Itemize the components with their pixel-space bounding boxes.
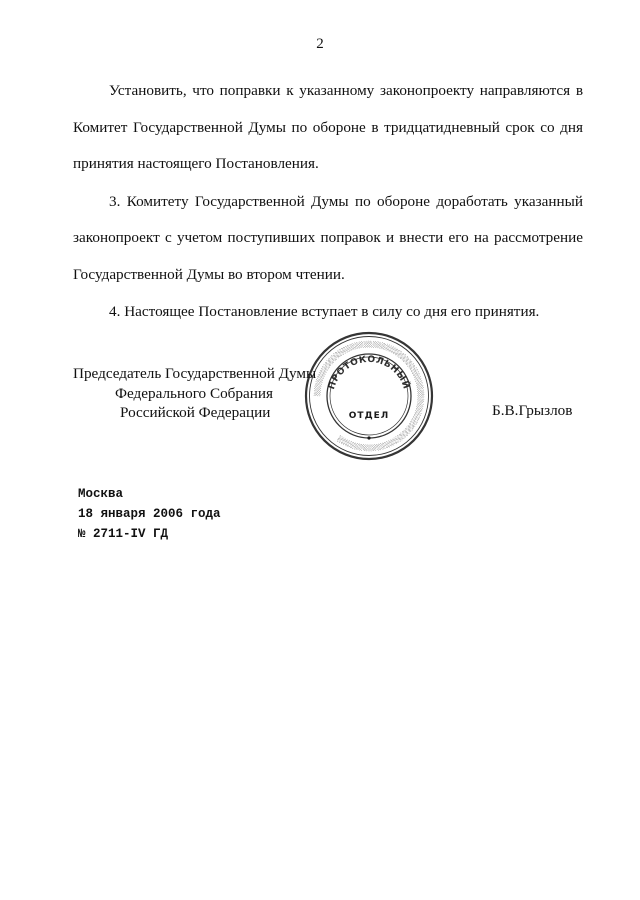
paragraph-effective-date: 4. Настоящее Постановление вступает в силу со дня его принятия. <box>109 303 540 320</box>
stamp-outer-ring-text: ░░░░░░░░░░░░░░░░░░░░░░░░░░░░░░░░░░░░░░░░░░░░░░░░░░░░░░░░░░░░░░ <box>314 341 424 451</box>
stamp-center-word-bottom: ОТДЕЛ <box>348 411 390 421</box>
stamp-center-word-top: ПРОТОКОЛЬНЫЙ <box>327 354 411 391</box>
signatory-title-line-1: Председатель Государственной Думы <box>73 365 317 382</box>
stamp-dot <box>367 436 370 439</box>
paragraph-committee-revision: 3. Комитету Государственной Думы по обороне доработать указанный законопроект с учетом поступивших поправок и внести его на рассмотрение Государственной Думы во втором чтении. <box>73 192 583 283</box>
footer-document-number: № 2711-IV ГД <box>78 527 169 541</box>
document-footer <box>78 484 221 544</box>
paragraph-amendments-deadline: Установить, что поправки к указанному законопроекту направляются в Комитет Государственной Думы по обороне в тридцатидневный срок со дня принятия настоящего Постановления. <box>73 82 583 172</box>
signatory-name: Б.В.Грызлов <box>492 402 573 419</box>
signatory-title-line-2: Федерального Собрания <box>115 384 273 402</box>
document-body <box>73 73 583 331</box>
page-number: 2 <box>316 36 324 52</box>
svg-text:ПРОТОКОЛЬНЫЙ <box>327 355 413 391</box>
footer-date: 18 января 2006 года <box>78 507 221 521</box>
signatory-title-line-3: Российской Федерации <box>120 404 271 421</box>
official-seal-stamp <box>303 330 435 462</box>
footer-city: Москва <box>78 487 124 501</box>
signatory-title <box>73 364 316 423</box>
